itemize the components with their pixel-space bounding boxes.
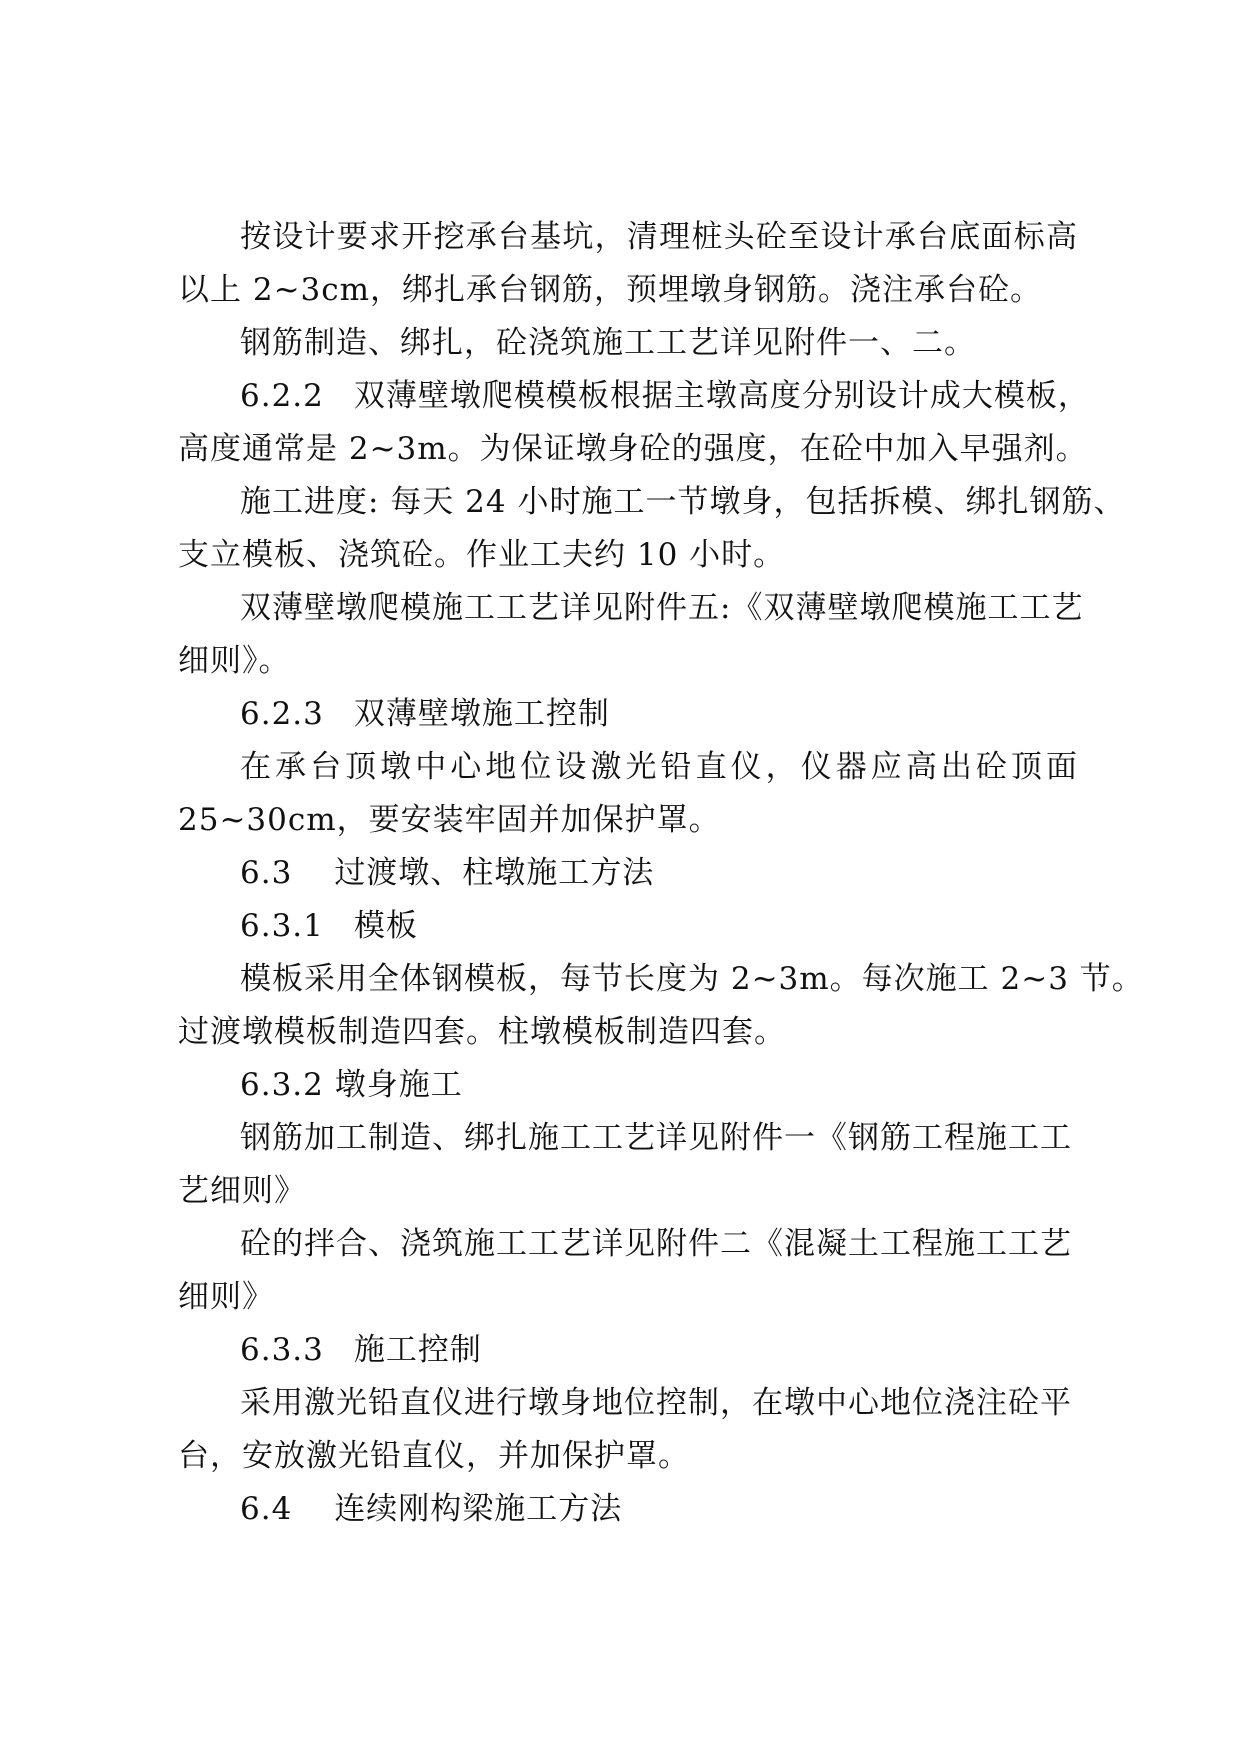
section-number: 6.3: [240, 855, 293, 891]
text-line: 在承台顶墩中心地位设激光铅直仪，仪器应高出砼顶面: [240, 749, 1078, 785]
paragraph: [178, 1218, 1078, 1324]
section-number: 6.3.1: [240, 908, 324, 944]
text-line: 25~30cm，要安装牢固并加保护罩。: [178, 802, 721, 838]
section-heading: [178, 688, 1078, 741]
section-number: 6.3.3: [240, 1332, 324, 1368]
text-line: [178, 900, 1078, 953]
paragraph: [178, 317, 1078, 370]
text-line: 过渡墩模板制造四套。柱墩模板制造四套。: [178, 1014, 786, 1050]
text-line: 按设计要求开挖承台基坑，清理桩头砼至设计承台底面标高: [240, 219, 1078, 255]
section-number: 6.4: [240, 1491, 293, 1527]
text-line: [178, 847, 1078, 900]
paragraph: [178, 953, 1144, 1059]
text-line: 钢筋加工制造、绑扎施工工艺详见附件一《钢筋工程施工工: [240, 1120, 1072, 1156]
text-line: 6.3.2 墩身施工: [240, 1067, 463, 1103]
section-heading: [178, 1059, 1078, 1112]
text-line: [178, 1324, 1078, 1377]
text-line: 模板采用全体钢模板，每节长度为 2~3m。每次施工 2~3 节。: [240, 961, 1144, 997]
section-title: 连续刚构梁施工方法: [334, 1491, 623, 1527]
text-line: 艺细则》: [178, 1173, 306, 1209]
paragraph: [178, 1377, 1078, 1483]
text-line: 砼的拌合、浇筑施工工艺详见附件二《混凝土工程施工工艺: [240, 1226, 1072, 1262]
text-line: 钢筋制造、绑扎，砼浇筑施工工艺详见附件一、二。: [240, 325, 976, 361]
text-line: 以上 2~3cm，绑扎承台钢筋，预埋墩身钢筋。浇注承台砼。: [178, 272, 1043, 308]
text-line: 细则》。: [178, 643, 291, 679]
text-line: [178, 370, 1090, 423]
text-line: 支立模板、浇筑砼。作业工夫约 10 小时。: [178, 537, 786, 573]
paragraph: [178, 370, 1090, 476]
text-line: 施工进度: 每天 24 小时施工一节墩身，包括拆模、绑扎钢筋、: [240, 484, 1126, 520]
section-heading: [178, 847, 1078, 900]
paragraph: [178, 211, 1078, 317]
text-line: 台，安放激光铅直仪，并加保护罩。: [178, 1438, 690, 1474]
paragraph: [178, 1112, 1078, 1218]
section-heading: [178, 1324, 1078, 1377]
text-line: 细则》: [178, 1279, 274, 1315]
body-text: [178, 211, 1144, 1536]
section-title: 模板: [353, 908, 418, 944]
section-number: 6.2.2: [240, 378, 324, 414]
section-number: 6.2.3: [240, 696, 324, 732]
section-title: 双薄壁墩施工控制: [353, 696, 610, 732]
text-line: 双薄壁墩爬模施工工艺详见附件五:《双薄壁墩爬模施工工艺: [240, 590, 1084, 626]
section-title: 施工控制: [353, 1332, 482, 1368]
paragraph: [178, 476, 1126, 582]
text-line: 采用激光铅直仪进行墩身地位控制，在墩中心地位浇注砼平: [240, 1385, 1072, 1421]
paragraph: [178, 582, 1084, 688]
section-heading: [178, 1483, 1078, 1536]
paragraph: [178, 741, 1078, 847]
section-heading: [178, 900, 1078, 953]
text-line: 高度通常是 2~3m。为保证墩身砼的强度，在砼中加入早强剂。: [178, 431, 1088, 467]
section-text: 双薄壁墩爬模模板根据主墩高度分别设计成大模板，: [353, 378, 1090, 414]
section-title: 过渡墩、柱墩施工方法: [334, 855, 655, 891]
text-line: [178, 1483, 1078, 1536]
text-line: [178, 688, 1078, 741]
